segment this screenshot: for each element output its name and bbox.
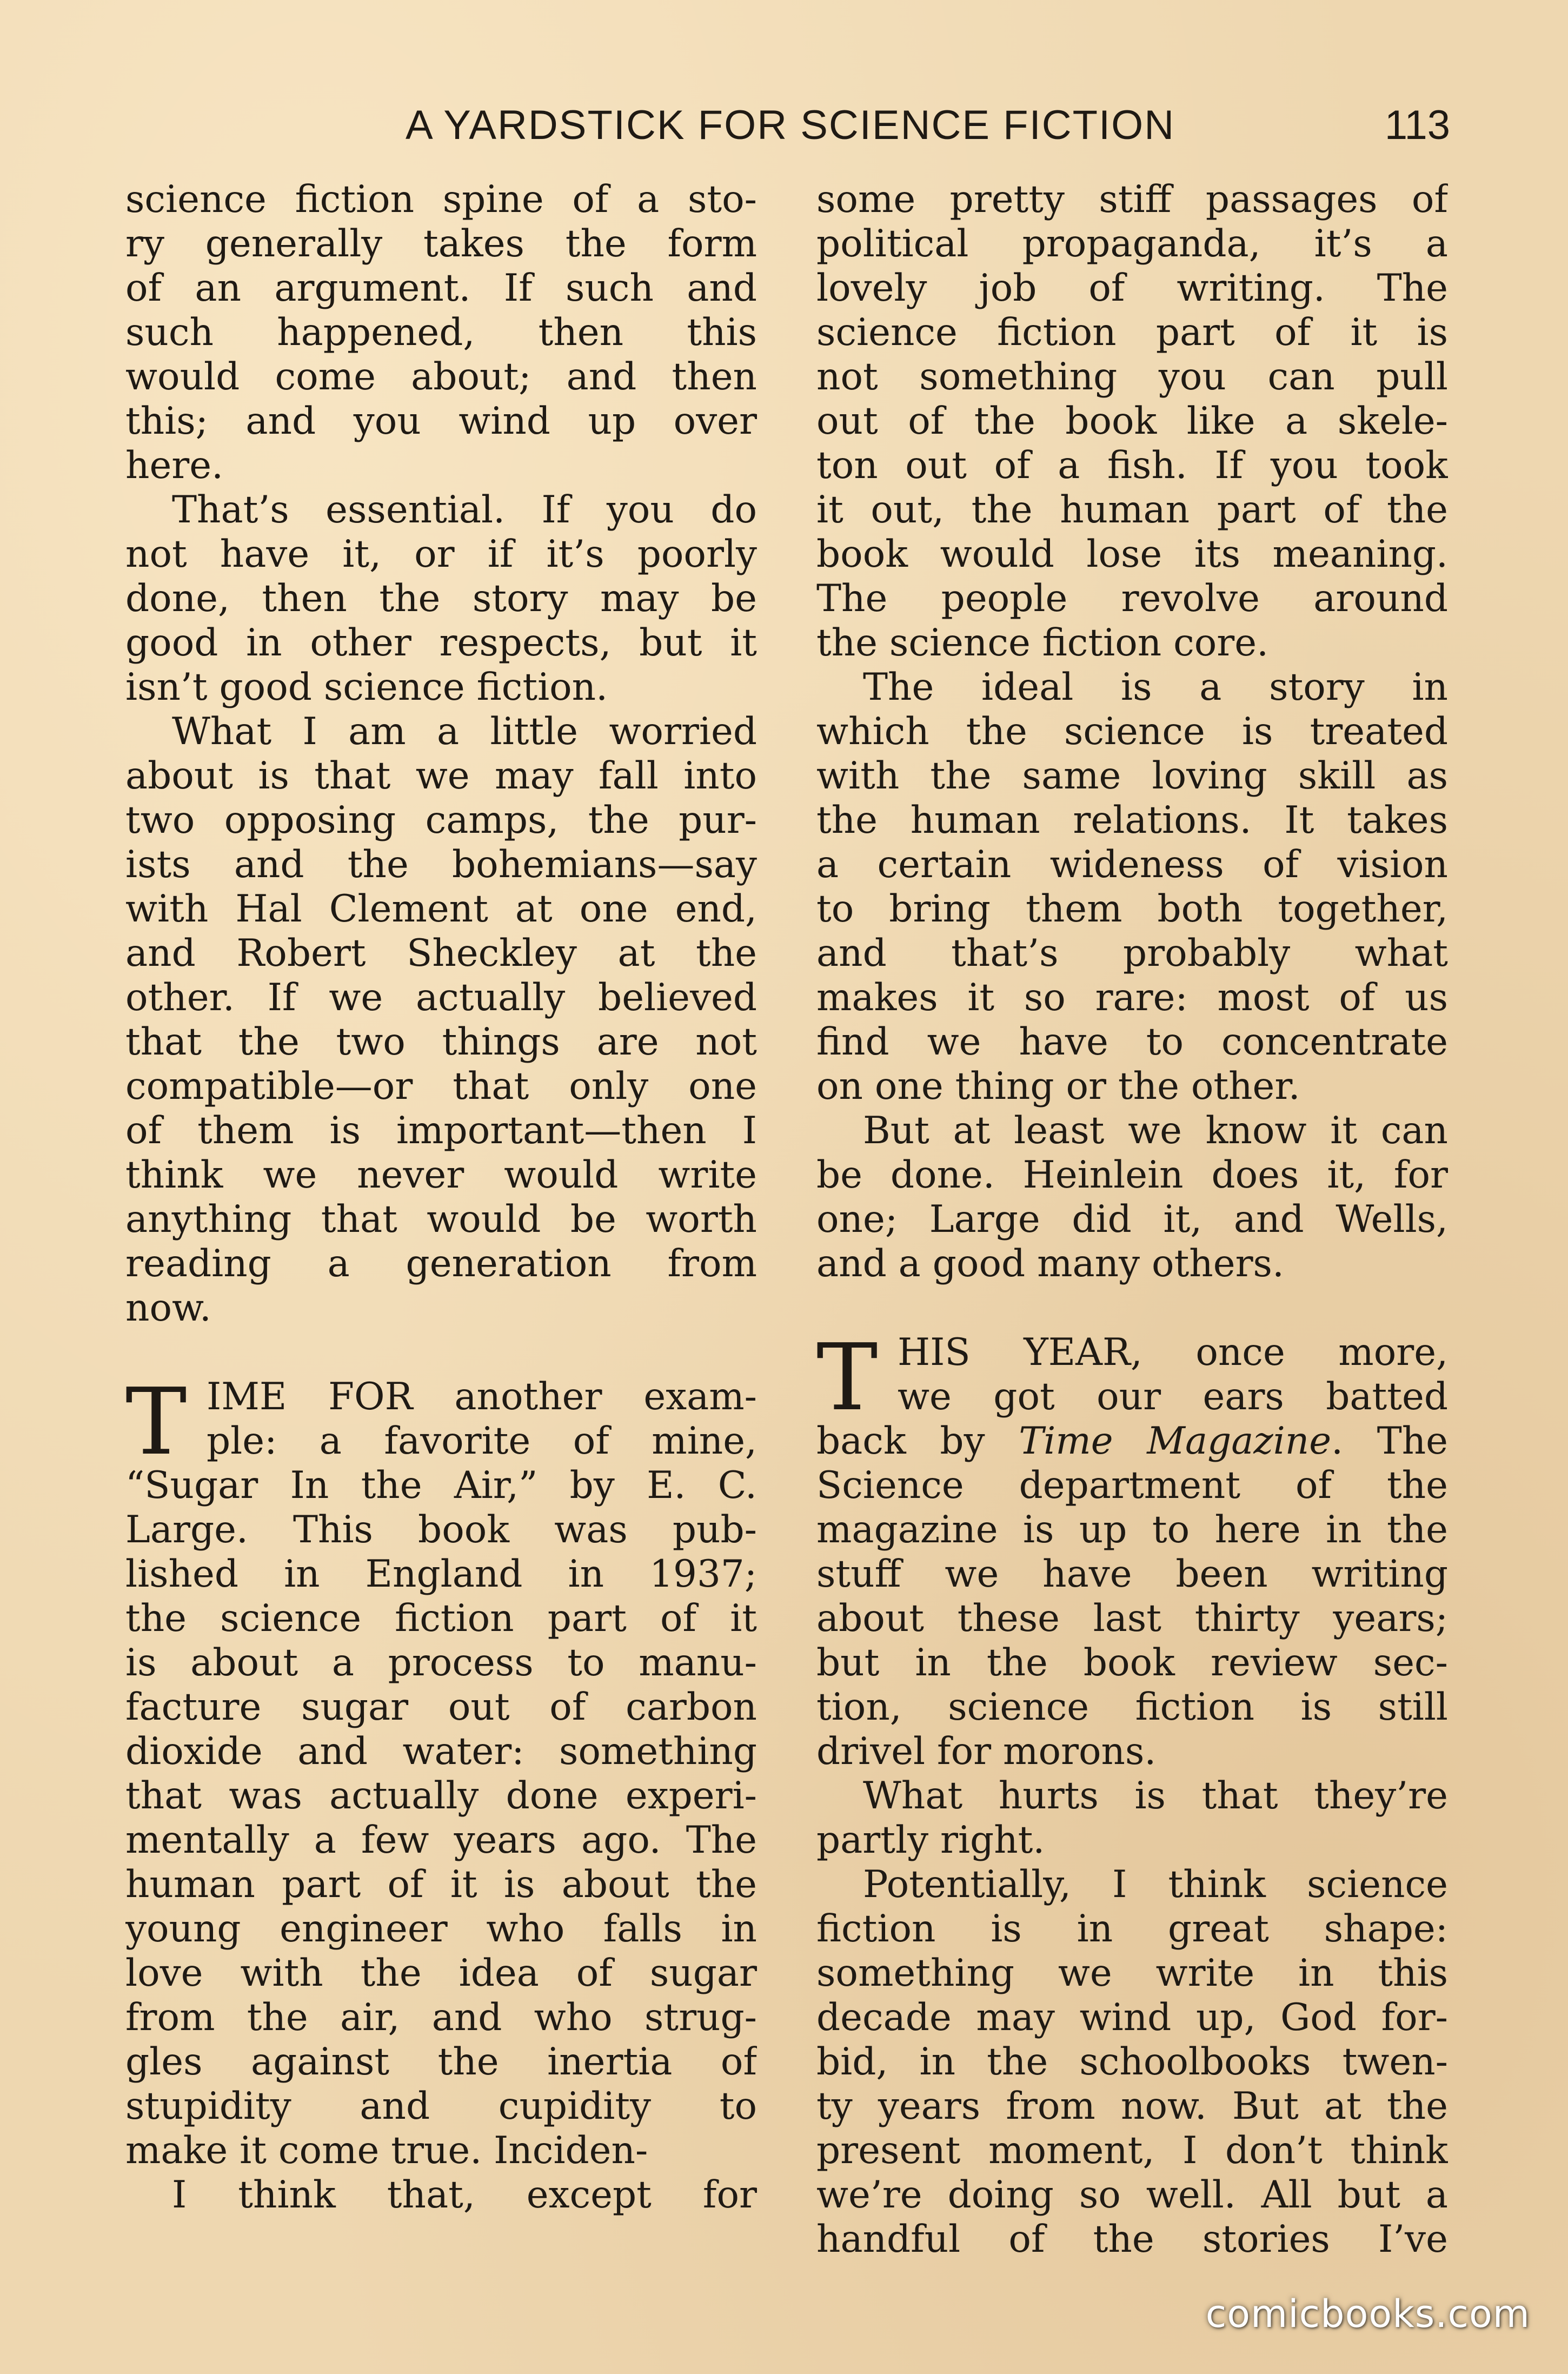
section-opening <box>125 1369 757 2173</box>
text-line: fiction is in great shape: <box>816 1907 1448 1951</box>
text-line: facture sugar out of carbon <box>125 1686 757 1729</box>
text-line: is about a process to manu- <box>125 1641 757 1685</box>
text-line: the science fiction core. <box>816 621 1269 665</box>
text-line: Large. This book was pub- <box>125 1508 757 1551</box>
text-line: What hurts is that they’re <box>863 1774 1448 1818</box>
text-line: which the science is treated <box>816 710 1448 753</box>
text-line: gles against the inertia of <box>125 2040 757 2084</box>
text-line: out of the book like a skele- <box>816 400 1448 443</box>
text-line: stuff we have been writing <box>816 1553 1448 1596</box>
paragraph <box>816 1862 1448 2262</box>
text-line: decade may wind up, God for- <box>816 1996 1448 2039</box>
text-line: But at least we know it can <box>863 1109 1448 1152</box>
text-line: the science fiction part of it <box>125 1597 757 1640</box>
text-line: dioxide and water: something <box>125 1730 757 1773</box>
left-column <box>125 177 757 2217</box>
text-line: What I am a little worried <box>172 710 757 753</box>
text-line: I think that, except for <box>172 2173 757 2217</box>
paragraph <box>125 177 757 488</box>
text-line: other. If we actually believed <box>125 976 757 1019</box>
text-line: ry generally takes the form <box>125 222 757 266</box>
text-line: “Sugar In the Air,” by E. C. <box>125 1464 757 1507</box>
section-opening <box>816 1324 1448 1774</box>
watermark: comicbooks.com <box>1205 2292 1530 2336</box>
text-line: about is that we may fall into <box>125 754 757 798</box>
text-line: The ideal is a story in <box>863 666 1448 709</box>
text-line: two opposing camps, the pur- <box>125 799 757 842</box>
text-line: something we write in this <box>816 1952 1448 1995</box>
text-line: that the two things are not <box>125 1020 757 1064</box>
text-line: book would lose its meaning. <box>816 533 1448 576</box>
text-line: with Hal Clement at one end, <box>125 887 757 931</box>
text-line: partly right. <box>816 1819 1045 1862</box>
text-line: about these last thirty years; <box>816 1597 1448 1640</box>
text-line: be done. Heinlein does it, for <box>816 1153 1448 1197</box>
text-line: science fiction spine of a sto- <box>125 178 757 221</box>
text-line: stupidity and cupidity to <box>125 2085 757 2128</box>
magazine-title: Time Magazine <box>1019 1420 1332 1463</box>
text-line: not have it, or if it’s poorly <box>125 533 757 576</box>
text-line: make it come true. Inciden- <box>125 2129 648 2172</box>
text-line: such happened, then this <box>125 311 757 354</box>
text-line: a certain wideness of vision <box>816 843 1448 886</box>
paragraph <box>816 1774 1448 1862</box>
text-line: makes it so rare: most of us <box>816 976 1448 1019</box>
right-column <box>816 177 1448 2262</box>
text-line: and Robert Sheckley at the <box>125 932 757 975</box>
text-line: this; and you wind up over <box>125 400 757 443</box>
paragraph <box>816 665 1448 1109</box>
text-line: Science department of the <box>816 1464 1448 1507</box>
text-line: That’s essential. If you do <box>172 488 757 532</box>
text-line: bid, in the schoolbooks twen- <box>816 2040 1448 2084</box>
text-line: The people revolve around <box>816 577 1448 620</box>
text-line: and that’s probably what <box>816 932 1448 975</box>
text-line: some pretty stiff passages of <box>816 178 1448 221</box>
text-line <box>816 1419 1448 1463</box>
text-line: with the same loving skill as <box>816 754 1448 798</box>
text-line: ton out of a fish. If you took <box>816 444 1448 487</box>
paragraph <box>816 177 1448 665</box>
text-line: mentally a few years ago. The <box>125 1819 757 1862</box>
text-line: handful of the stories I’ve <box>816 2218 1448 2261</box>
text-line: present moment, I don’t think <box>816 2129 1448 2172</box>
text-line: and a good many others. <box>816 1242 1284 1285</box>
text-line: done, then the story may be <box>125 577 757 620</box>
text-line: ty years from now. But at the <box>816 2085 1448 2128</box>
text-line: of them is important—then I <box>125 1109 757 1152</box>
text-line: IME FOR another exam- <box>207 1375 757 1418</box>
text-line: isn’t good science fiction. <box>125 666 608 709</box>
paragraph <box>125 709 757 1330</box>
text-line: lovely job of writing. The <box>816 267 1448 310</box>
text-line: science fiction part of it is <box>816 311 1448 354</box>
text-line: not something you can pull <box>816 355 1448 399</box>
text-line: human part of it is about the <box>125 1863 757 1906</box>
text-line: that was actually done experi- <box>125 1774 757 1818</box>
page-number: 113 <box>1384 102 1450 148</box>
text-line: good in other respects, but it <box>125 621 757 665</box>
text-line: young engineer who falls in <box>125 1907 757 1951</box>
text-line: one; Large did it, and Wells, <box>816 1198 1448 1241</box>
text-line: ple: a favorite of mine, <box>207 1420 757 1463</box>
text-line: love with the idea of sugar <box>125 1952 757 1995</box>
text-line: anything that would be worth <box>125 1198 757 1241</box>
text-line: think we never would write <box>125 1153 757 1197</box>
text-line: ists and the bohemians—say <box>125 843 757 886</box>
text-fragment: . The <box>1331 1420 1448 1463</box>
text-line: would come about; and then <box>125 355 757 399</box>
text-line: but in the book review sec- <box>816 1641 1448 1685</box>
text-line: we got our ears batted <box>898 1375 1448 1418</box>
paragraph <box>816 1109 1448 1286</box>
text-line: from the air, and who strug- <box>125 1996 757 2039</box>
text-line: the human relations. It takes <box>816 799 1448 842</box>
text-line: here. <box>125 444 224 487</box>
text-line: lished in England in 1937; <box>125 1553 757 1596</box>
text-line: now. <box>125 1287 211 1330</box>
text-line: of an argument. If such and <box>125 267 757 310</box>
text-line: HIS YEAR, once more, <box>898 1331 1448 1374</box>
text-line: drivel for morons. <box>816 1730 1157 1773</box>
text-line: compatible—or that only one <box>125 1065 757 1108</box>
text-line: Potentially, I think science <box>863 1863 1448 1906</box>
text-line: reading a generation from <box>125 1242 757 1285</box>
section-break <box>125 1330 757 1375</box>
text-line: we’re doing so well. All but a <box>816 2173 1448 2217</box>
text-line: political propaganda, it’s a <box>816 222 1448 266</box>
running-title: A YARDSTICK FOR SCIENCE FICTION <box>406 102 1175 148</box>
text-line: to bring them both together, <box>816 887 1448 931</box>
text-line: it out, the human part of the <box>816 488 1448 532</box>
text-line: tion, science fiction is still <box>816 1686 1448 1729</box>
text-fragment: back by <box>816 1420 1019 1463</box>
section-break <box>816 1286 1448 1330</box>
drop-cap: T <box>125 1369 187 1476</box>
drop-cap: T <box>816 1324 878 1431</box>
text-line: find we have to concentrate <box>816 1020 1448 1064</box>
text-line: on one thing or the other. <box>816 1065 1300 1108</box>
text-line: magazine is up to here in the <box>816 1508 1448 1551</box>
paragraph <box>125 488 757 709</box>
